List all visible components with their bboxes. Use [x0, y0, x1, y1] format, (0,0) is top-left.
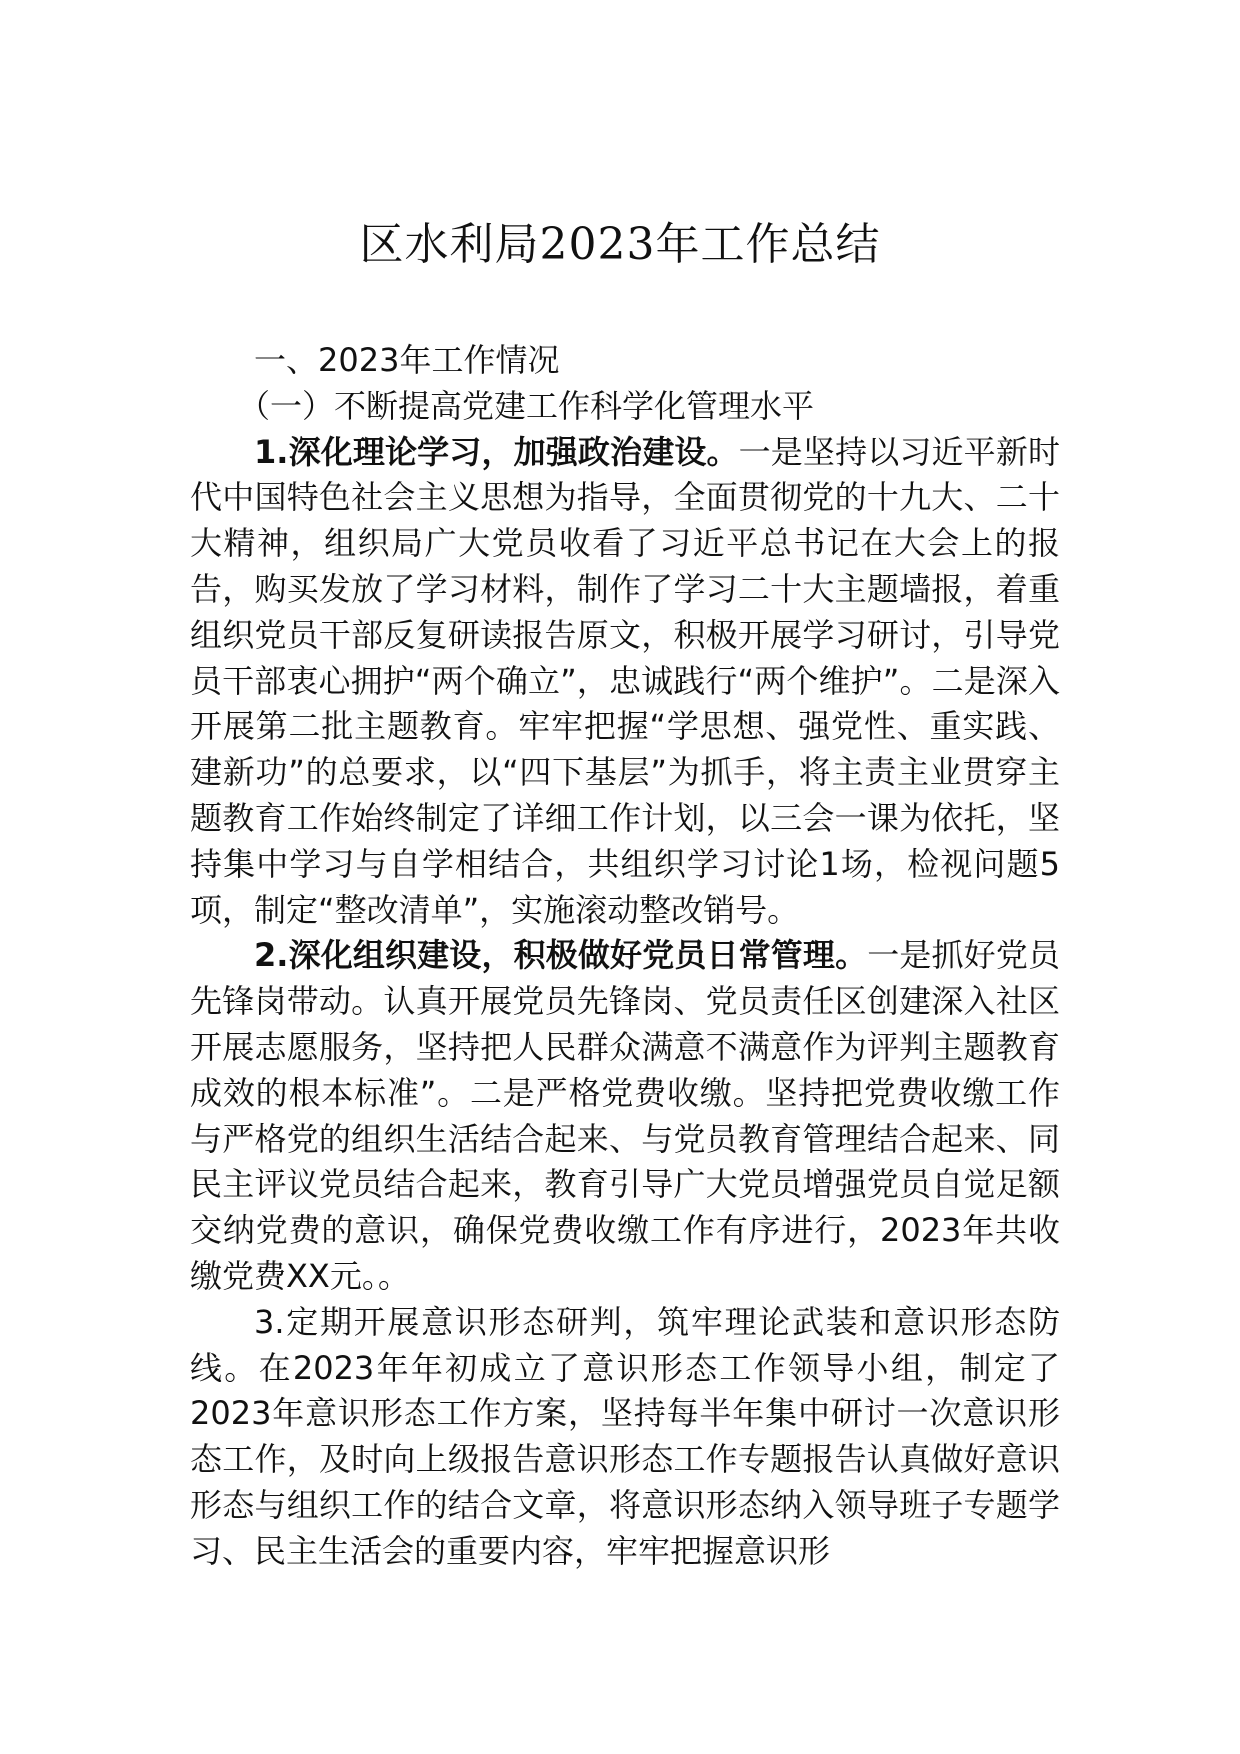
- paragraph-2: [190, 933, 1060, 1299]
- section-heading: 一、2023年工作情况: [254, 341, 560, 379]
- paragraph-2-text: 一是抓好党员先锋岗带动。认真开展党员先锋岗、党员责任区创建深入社区开展志愿服务，坚持把人民群众满意不满意作为评判主题教育成效的根本标准”。二是严格党费收缴。坚持把党费收缴工作与严格党的组织生活结合起来、与党员教育管理结合起来、同民主评议党员结合起来，教育引导广大党员增强党员自觉足额交纳党费的意识，确保党费收缴工作有序进行，2023年共收缴党费XX元。。: [190, 936, 1060, 1295]
- paragraph-1-text: 一是坚持以习近平新时代中国特色社会主义思想为指导，全面贯彻党的十九大、二十大精神，组织局广大党员收看了习近平总书记在大会上的报告，购买发放了学习材料，制作了学习二十大主题墙报，着重组织党员干部反复研读报告原文，积极开展学习研讨，引导党员干部衷心拥护“两个确立”，忠诚践行“两个维护”。二是深入开展第二批主题教育。牢牢把握“学思想、强党性、重实践、建新功”的总要求，以“四下基层”为抓手，将主责主业贯穿主题教育工作始终制定了详细工作计划，以三会一课为依托，坚持集中学习与自学相结合，共组织学习讨论1场，检视问题5项，制定“整改清单”，实施滚动整改销号。: [190, 432, 1060, 929]
- document-body: [190, 338, 1060, 1575]
- paragraph-1-lead: 1.深化理论学习，加强政治建设。: [254, 432, 739, 471]
- paragraph-1: [190, 430, 1060, 934]
- subsection-heading: （一）不断提高党建工作科学化管理水平: [238, 386, 815, 425]
- document-title: 区水利局2023年工作总结: [359, 219, 881, 270]
- paragraph-3-text: 3.定期开展意识形态研判，筑牢理论武装和意识形态防线。在2023年年初成立了意识形态工作领导小组，制定了2023年意识形态工作方案，坚持每半年集中研讨一次意识形态工作，及时向上级报告意识形态工作专题报告认真做好意识形态与组织工作的结合文章，将意识形态纳入领导班子专题学习、民主生活会的重要内容，牢牢把握意识形: [190, 1302, 1060, 1570]
- paragraph-2-lead: 2.深化组织建设，积极做好党员日常管理。: [254, 936, 868, 975]
- paragraph-3: [190, 1300, 1060, 1575]
